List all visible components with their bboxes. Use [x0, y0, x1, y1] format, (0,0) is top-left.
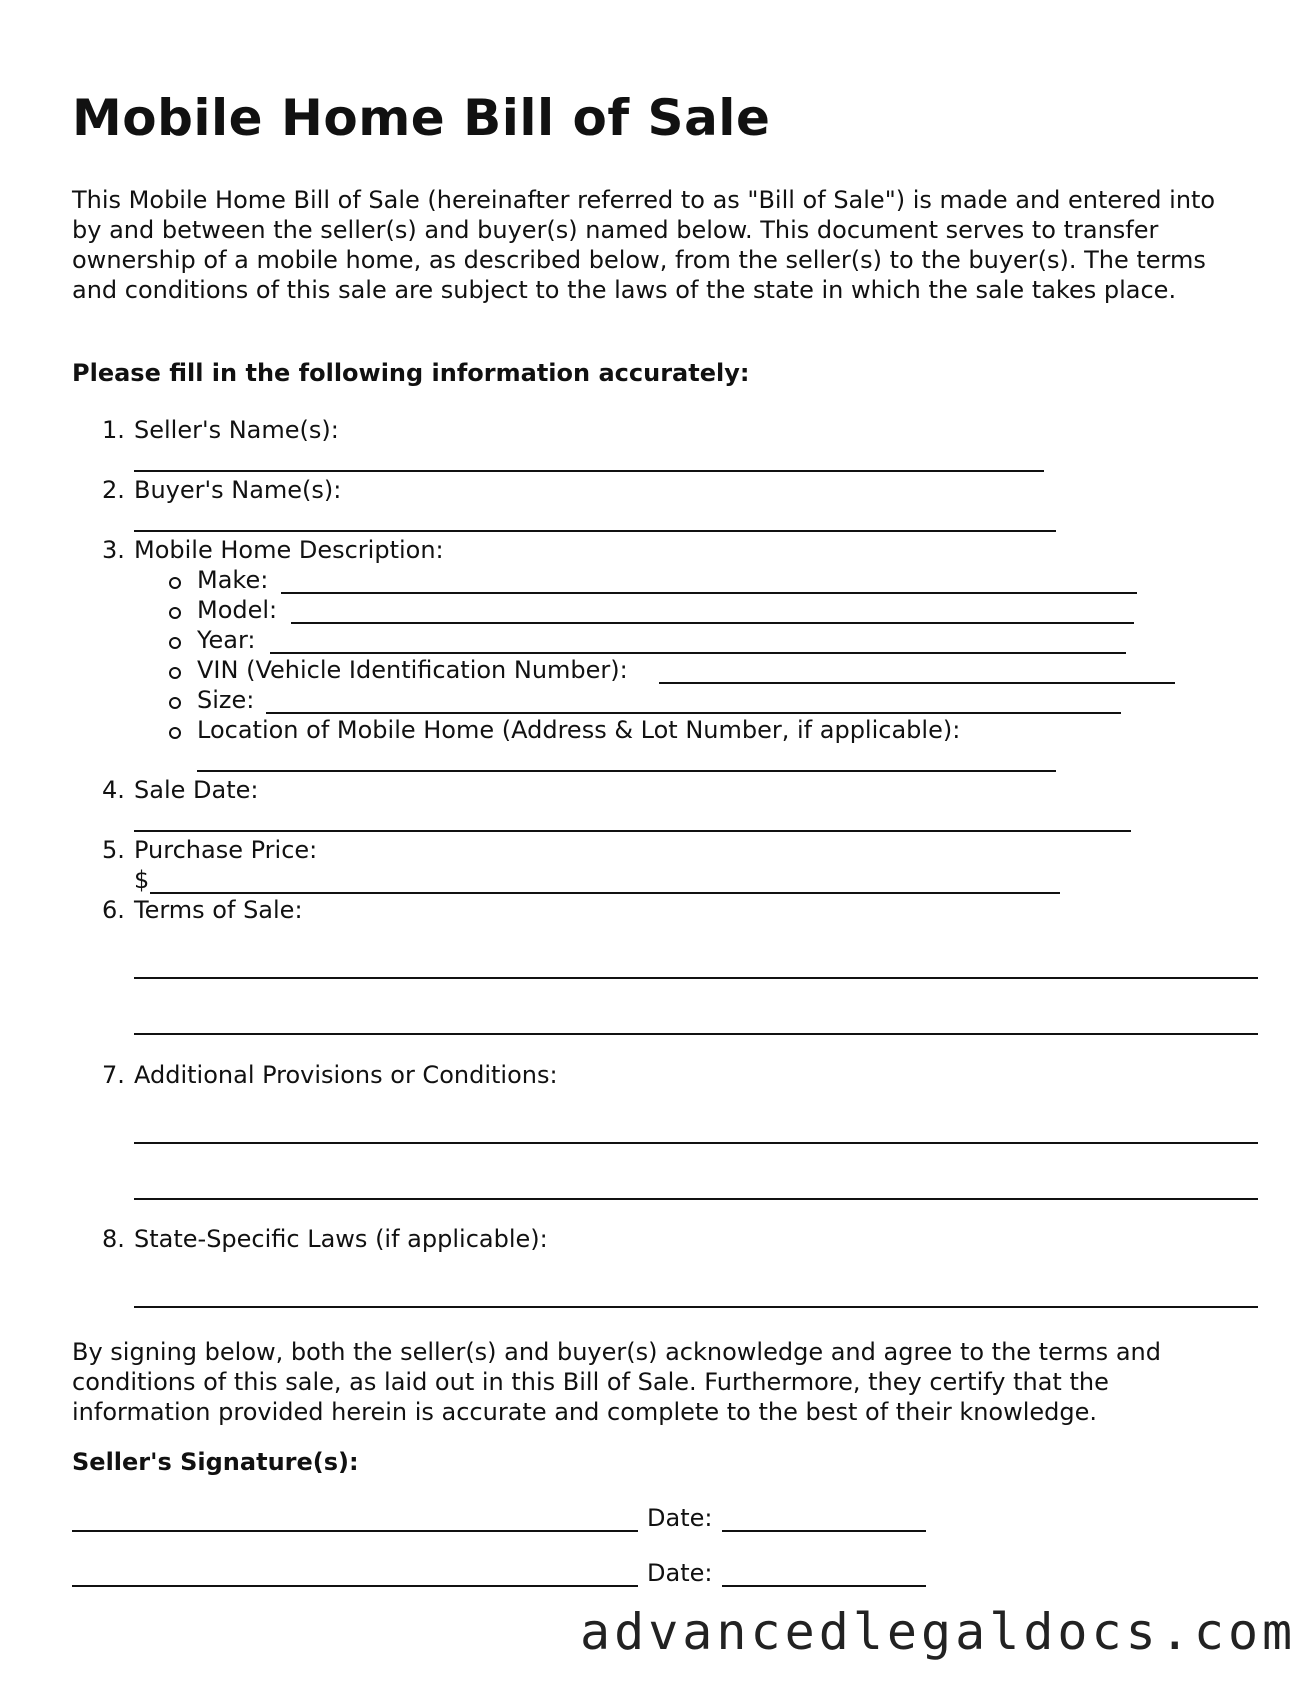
item-number: 6.: [102, 896, 125, 924]
signature-date-field-2[interactable]: [722, 1585, 926, 1587]
sellers-name-field[interactable]: [134, 470, 1044, 472]
item-number: 3.: [102, 536, 125, 564]
instructions-heading: Please fill in the following information accurately:: [72, 359, 750, 387]
intro-paragraph: This Mobile Home Bill of Sale (hereinafter referred to as "Bill of Sale") is made and entered into by and between the seller(s) and buyer(s) named below. This document serves to transfer ownership of a mobile home, as described below, from the seller(s) to the buyer(s). The terms and conditions of this sale are subject to the laws of the state in which the sale takes place.: [72, 186, 1216, 304]
model-field[interactable]: [291, 622, 1134, 624]
state-laws-label: State-Specific Laws (if applicable):: [134, 1225, 548, 1253]
terms-of-sale-field-1[interactable]: [134, 977, 1258, 979]
model-label: Model:: [197, 596, 278, 624]
mobile-home-description-label: Mobile Home Description:: [134, 536, 444, 564]
additional-provisions-field-2[interactable]: [134, 1198, 1258, 1200]
document-title: Mobile Home Bill of Sale: [72, 89, 771, 147]
location-field[interactable]: [197, 770, 1056, 772]
item-number: 5.: [102, 836, 125, 864]
bullet-icon: [169, 637, 181, 649]
bullet-icon: [169, 697, 181, 709]
date-label: Date:: [647, 1504, 713, 1532]
year-label: Year:: [197, 626, 256, 654]
watermark-text: advancedlegaldocs.com: [580, 1603, 1297, 1661]
currency-symbol: $: [134, 866, 150, 894]
purchase-price-field[interactable]: [150, 892, 1060, 894]
item-number: 8.: [102, 1225, 125, 1253]
sale-date-field[interactable]: [134, 830, 1131, 832]
sellers-name-label: Seller's Name(s):: [134, 416, 339, 444]
seller-signature-field-2[interactable]: [72, 1585, 638, 1587]
terms-of-sale-label: Terms of Sale:: [134, 896, 303, 924]
bullet-icon: [169, 727, 181, 739]
terms-of-sale-field-2[interactable]: [134, 1033, 1258, 1035]
closing-paragraph: By signing below, both the seller(s) and buyer(s) acknowledge and agree to the terms and conditions of this sale, as laid out in this Bill of Sale. Furthermore, they certify that the information provided herein is accurate and complete to the best of their knowledge.: [72, 1338, 1161, 1426]
state-laws-field[interactable]: [134, 1306, 1258, 1308]
signature-date-field-1[interactable]: [722, 1530, 926, 1532]
date-label: Date:: [647, 1559, 713, 1587]
seller-signature-field-1[interactable]: [72, 1530, 638, 1532]
size-label: Size:: [197, 686, 255, 714]
make-field[interactable]: [281, 592, 1137, 594]
year-field[interactable]: [270, 652, 1126, 654]
item-number: 7.: [102, 1061, 125, 1089]
vin-field[interactable]: [659, 682, 1175, 684]
bullet-icon: [169, 667, 181, 679]
additional-provisions-field-1[interactable]: [134, 1142, 1258, 1144]
location-label: Location of Mobile Home (Address & Lot Number, if applicable):: [197, 716, 961, 744]
buyers-name-label: Buyer's Name(s):: [134, 476, 342, 504]
item-number: 1.: [102, 416, 125, 444]
sale-date-label: Sale Date:: [134, 776, 259, 804]
sellers-signature-heading: Seller's Signature(s):: [72, 1448, 359, 1476]
vin-label: VIN (Vehicle Identification Number):: [197, 656, 628, 684]
purchase-price-label: Purchase Price:: [134, 836, 318, 864]
additional-provisions-label: Additional Provisions or Conditions:: [134, 1061, 558, 1089]
buyers-name-field[interactable]: [134, 530, 1056, 532]
item-number: 2.: [102, 476, 125, 504]
bullet-icon: [169, 607, 181, 619]
size-field[interactable]: [266, 712, 1121, 714]
make-label: Make:: [197, 566, 269, 594]
item-number: 4.: [102, 776, 125, 804]
bullet-icon: [169, 577, 181, 589]
